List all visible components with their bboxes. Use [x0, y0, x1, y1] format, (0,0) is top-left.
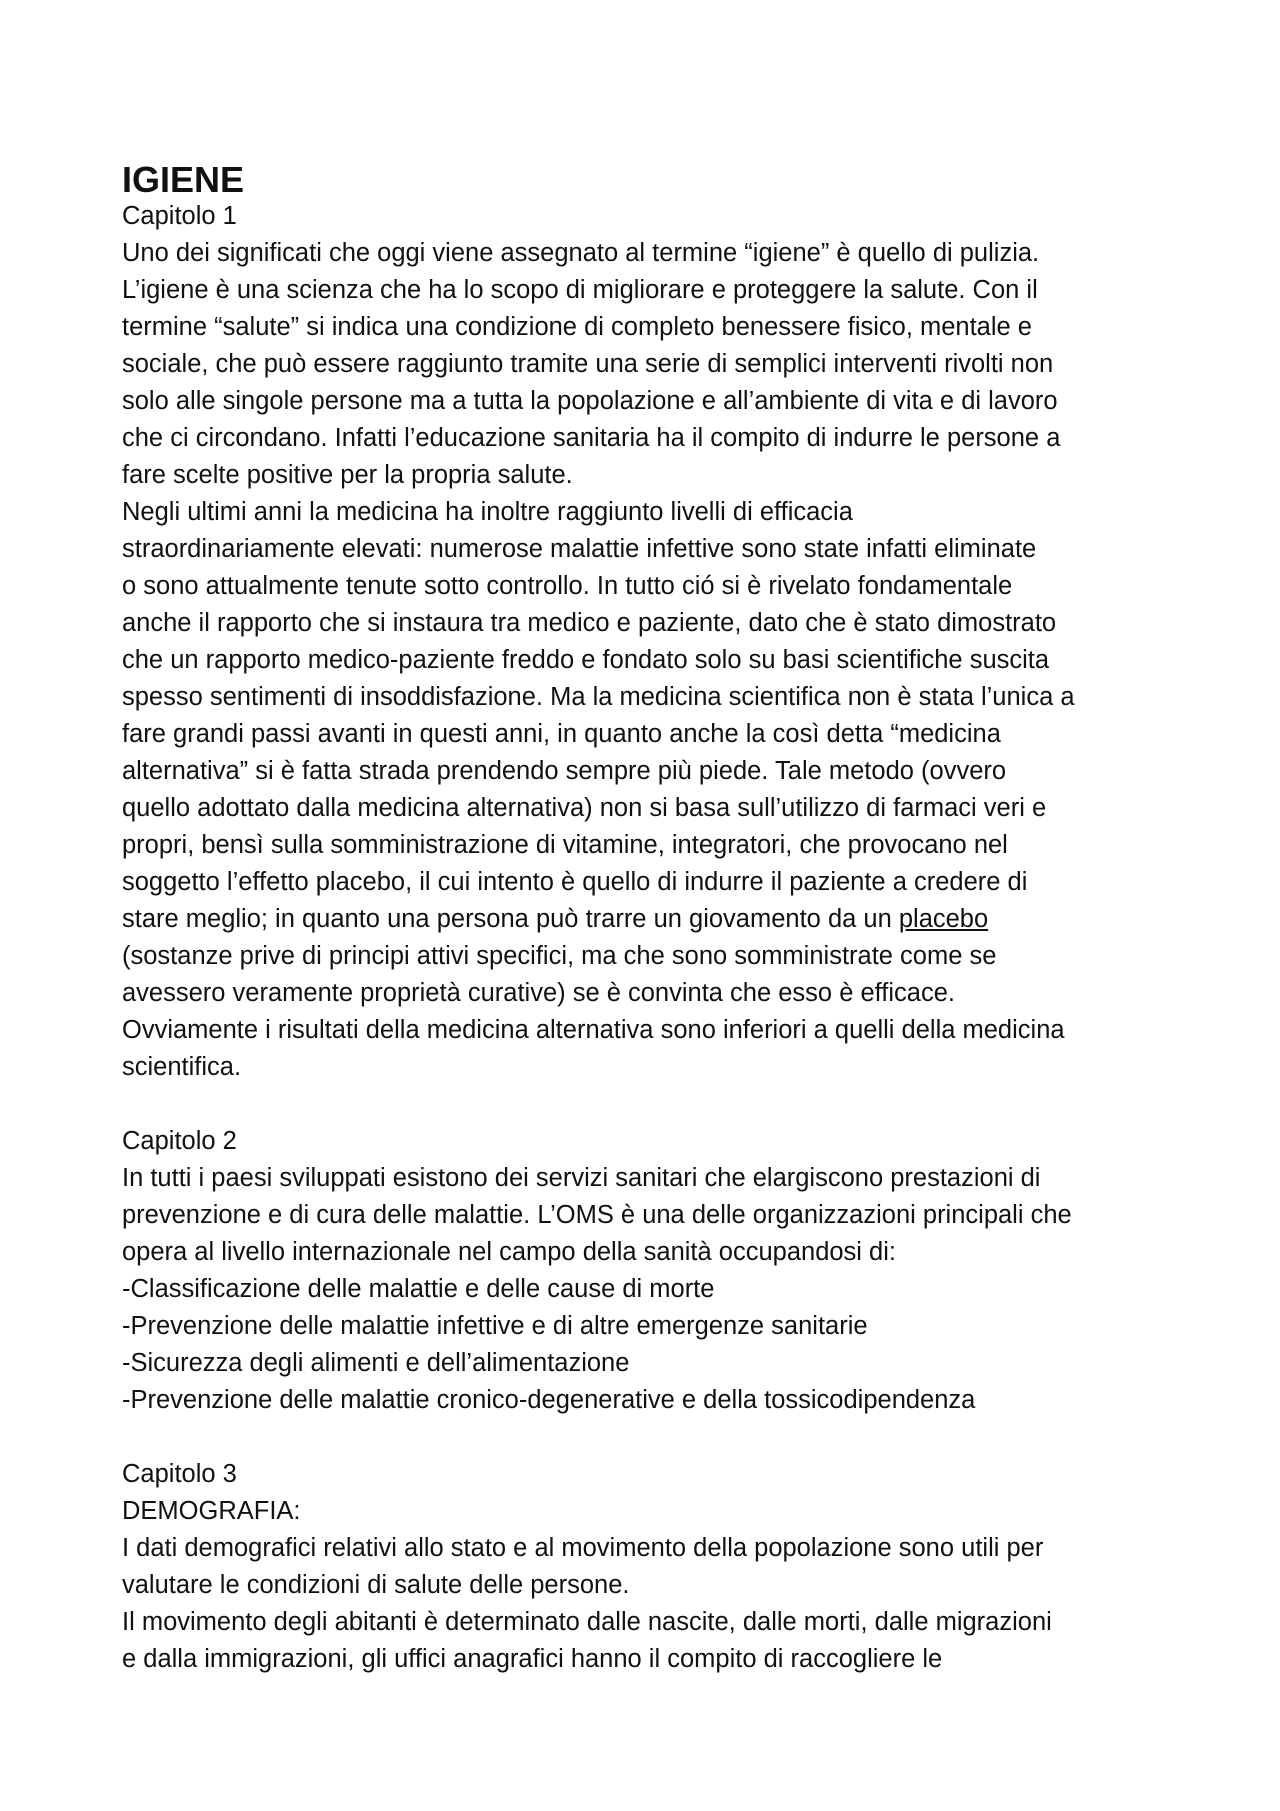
text-line: opera al livello internazionale nel campo della sanità occupandosi di: — [122, 1238, 896, 1266]
text-line: che ci circondano. Infatti l’educazione sanitaria ha il compito di indurre le persone a — [122, 424, 1061, 452]
text-line: avessero veramente proprietà curative) se è convinta che esso è efficace. — [122, 979, 955, 1007]
section-subheading: DEMOGRAFIA: — [122, 1497, 301, 1525]
chapter-1 — [122, 198, 1182, 1086]
text-fragment: stare meglio; in quanto una persona può trarre un giovamento da un — [122, 905, 899, 933]
text-line: Il movimento degli abitanti è determinato dalle nascite, dalle morti, dalle migrazioni — [122, 1608, 1052, 1636]
bullet-list — [122, 1271, 1182, 1419]
chapter-heading: Capitolo 1 — [122, 202, 237, 230]
document-title: IGIENE — [122, 159, 245, 200]
text-line: e dalla immigrazioni, gli uffici anagrafici hanno il compito di raccogliere le — [122, 1645, 943, 1673]
underlined-word-placebo: placebo — [898, 905, 989, 933]
text-line — [122, 901, 1182, 938]
chapter-2 — [122, 1123, 1182, 1419]
text-line: straordinariamente elevati: numerose malattie infettive sono state infatti eliminate — [122, 535, 1037, 563]
list-item: -Sicurezza degli alimenti e dell’alimentazione — [122, 1349, 630, 1377]
text-line: alternativa” si è fatta strada prendendo sempre più piede. Tale metodo (ovvero — [122, 757, 1007, 785]
list-item: -Classificazione delle malattie e delle cause di morte — [122, 1275, 715, 1303]
text-line: che un rapporto medico-paziente freddo e fondato solo su basi scientifiche suscita — [122, 646, 1050, 674]
text-line: fare scelte positive per la propria salute. — [122, 461, 573, 489]
paragraph — [122, 1160, 1182, 1271]
paragraph — [122, 235, 1182, 494]
text-line: quello adottato dalla medicina alternativa) non si basa sull’utilizzo di farmaci veri e — [122, 794, 1047, 822]
text-line: propri, bensì sulla somministrazione di vitamine, integratori, che provocano nel — [122, 831, 1008, 859]
text-line: Negli ultimi anni la medicina ha inoltre raggiunto livelli di efficacia — [122, 498, 853, 526]
list-item: -Prevenzione delle malattie cronico-degenerative e della tossicodipendenza — [122, 1386, 976, 1414]
text-line: o sono attualmente tenute sotto controllo. In tutto ció si è rivelato fondamentale — [122, 572, 1013, 600]
text-line: sociale, che può essere raggiunto tramite una serie di semplici interventi rivolti non — [122, 350, 1054, 378]
text-line: I dati demografici relativi allo stato e al movimento della popolazione sono utili per — [122, 1534, 1044, 1562]
blank-line — [122, 1086, 1182, 1123]
text-line: prevenzione e di cura delle malattie. L’OMS è una delle organizzazioni principali che — [122, 1201, 1072, 1229]
text-line: Uno dei significati che oggi viene assegnato al termine “igiene” è quello di pulizia. — [122, 239, 1040, 267]
text-line: In tutti i paesi sviluppati esistono dei servizi sanitari che elargiscono prestazioni di — [122, 1164, 1041, 1192]
text-line: scientifica. — [122, 1053, 242, 1081]
text-line: termine “salute” si indica una condizione di completo benessere fisico, mentale e — [122, 313, 1032, 341]
text-line: spesso sentimenti di insoddisfazione. Ma la medicina scientifica non è stata l’unica a — [122, 683, 1075, 711]
text-line: solo alle singole persone ma a tutta la popolazione e all’ambiente di vita e di lavoro — [122, 387, 1058, 415]
text-line: soggetto l’effetto placebo, il cui intento è quello di indurre il paziente a credere di — [122, 868, 1028, 896]
chapter-3 — [122, 1456, 1182, 1678]
chapter-heading: Capitolo 3 — [122, 1460, 237, 1488]
document-page — [122, 158, 1182, 1678]
paragraph — [122, 1530, 1182, 1604]
paragraph — [122, 494, 1182, 1086]
text-line: valutare le condizioni di salute delle persone. — [122, 1571, 630, 1599]
text-line: fare grandi passi avanti in questi anni, in quanto anche la così detta “medicina — [122, 720, 1001, 748]
blank-line — [122, 1419, 1182, 1456]
text-line: (sostanze prive di principi attivi specifici, ma che sono somministrate come se — [122, 942, 997, 970]
text-line: Ovviamente i risultati della medicina alternativa sono inferiori a quelli della medicina — [122, 1016, 1065, 1044]
text-line: L’igiene è una scienza che ha lo scopo di migliorare e proteggere la salute. Con il — [122, 276, 1038, 304]
text-line: anche il rapporto che si instaura tra medico e paziente, dato che è stato dimostrato — [122, 609, 1057, 637]
list-item: -Prevenzione delle malattie infettive e di altre emergenze sanitarie — [122, 1312, 868, 1340]
chapter-heading: Capitolo 2 — [122, 1127, 237, 1155]
paragraph — [122, 1604, 1182, 1678]
